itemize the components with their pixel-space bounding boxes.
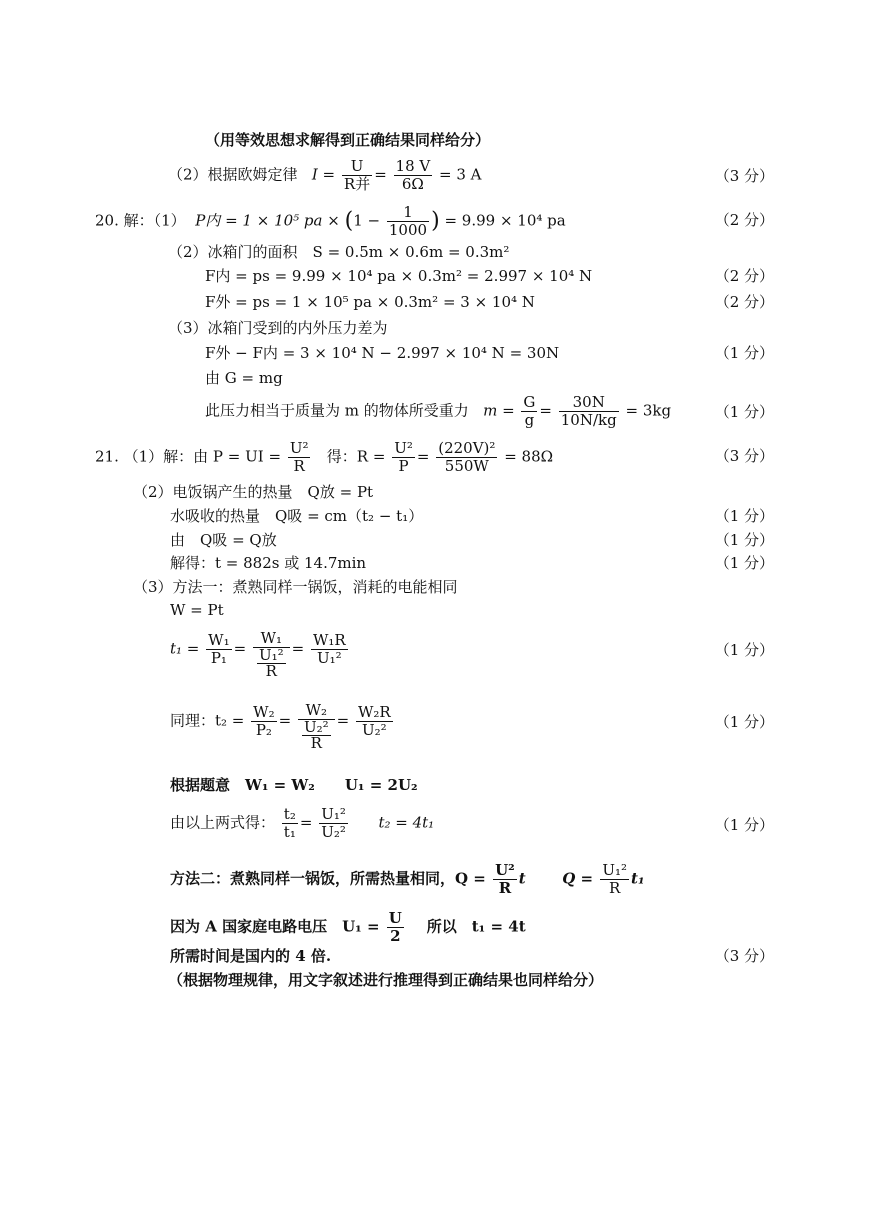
fraction-u1sq-over-r <box>600 862 629 897</box>
current-symbol: I = <box>311 165 336 184</box>
fridge-door-area: （2）冰箱门的面积 S = 0.5m × 0.6m = 0.3m² <box>168 243 510 261</box>
resistance-lhs: 得：R = <box>326 447 386 466</box>
score-mark: （3 分） <box>714 947 774 965</box>
frac-denominator: 550W <box>444 457 489 475</box>
q20-part1 <box>95 204 566 239</box>
frac-denominator: U₂² <box>321 823 346 841</box>
frac-numerator: G <box>523 393 536 411</box>
mass-result: = 3kg <box>625 401 672 420</box>
frac-numerator: U² <box>394 439 413 457</box>
frac-denominator: g <box>524 411 535 429</box>
q19-part2-label: （2）根据欧姆定律 <box>168 165 298 184</box>
frac-denominator: R并 <box>343 175 371 193</box>
frac-denominator: R <box>609 879 621 897</box>
heat-balance: 由 Q吸 = Q放 <box>170 531 277 549</box>
equivalent-mass-text: 此压力相当于质量为 m 的物体所受重力 <box>205 401 469 420</box>
frac-numerator: U <box>388 909 402 927</box>
problem-conditions: 根据题意 W₁ = W₂ U₁ = 2U₂ <box>170 776 418 794</box>
frac-denominator: P₁ <box>210 649 227 667</box>
ratio-result: t₂ = 4t₁ <box>378 813 435 832</box>
t1-derivation: t₁ = $\frac{\text{W₁}}{\text{P₁}}$ = $\frac{\text{W₁}}{\frac{\text{U₁²}}{R}}$ = $\frac{\text{W₁R}}{\text{U₁²}}$ <box>170 629 346 680</box>
frac-denominator: R <box>498 879 512 897</box>
mass-lhs: m = <box>483 401 515 420</box>
score-mark: （1 分） <box>714 403 774 421</box>
score-mark: （3 分） <box>714 167 774 185</box>
frac-numerator: U² <box>289 439 309 457</box>
frac-denominator: U₂² <box>362 721 387 739</box>
frac-numerator: W₁R <box>312 631 346 649</box>
frac-denominator: R <box>265 662 277 680</box>
note-equivalent-method: （用等效思想求解得到正确结果同样给分） <box>205 131 491 149</box>
frac-numerator: 1 <box>387 204 429 222</box>
heat-lhs: Q = <box>562 869 594 888</box>
score-mark: （1 分） <box>714 641 774 659</box>
ratio-lhs-text: 由以上两式得： <box>170 813 276 832</box>
fraction-u2-over-r <box>288 440 311 475</box>
t1-lhs: t₁ = <box>170 639 200 658</box>
score-mark: （3 分） <box>714 447 774 465</box>
fraction-w1-over-p1 <box>206 632 231 667</box>
fraction-u2-over-r <box>493 862 517 897</box>
fraction-w1r-over-u1sq <box>311 632 348 667</box>
t2-derivation: 同理：t₂ = $\frac{\text{W₂}}{\text{P₂}}$ = $\frac{\text{W₂}}{\frac{\text{U₂²}}{R}}$ = $\frac{\text{W₂R}}{\text{U₂²}}$ <box>170 701 391 752</box>
q21-part1: 21. （1）解：由 P = UI = $\frac{\text{U²}}{R}$ 得：R = $\frac{\text{U²}}{P}$ = $\frac{\text{(220V)²}}{550W}$ = 88Ω <box>95 439 554 475</box>
time-symbol: t <box>518 869 526 888</box>
fraction-18v-over-6ohm <box>394 158 433 193</box>
fraction-u2sq-over-r <box>302 720 331 751</box>
frac-numerator: U₁² <box>321 805 346 823</box>
fraction-w1-over-u1sq-over-r <box>253 630 290 679</box>
paren-close: ) <box>431 208 440 234</box>
country-a-result: 所以 t₁ = 4t <box>426 917 526 936</box>
frac-numerator: t₂ <box>283 805 296 823</box>
nested-denominator <box>298 720 335 751</box>
q21-label: 21. （1）解：由 P = UI = <box>95 447 282 466</box>
frac-denominator: 2 <box>390 927 401 945</box>
frac-denominator: P₂ <box>255 721 272 739</box>
frac-numerator: W₂R <box>357 703 391 721</box>
pressure-difference-heading: （3）冰箱门受到的内外压力差为 <box>168 319 388 337</box>
frac-numerator: W₁ <box>253 630 290 648</box>
energy-formula: W = Pt <box>170 601 224 619</box>
frac-denominator: t₁ <box>283 823 296 841</box>
fraction-u-over-r <box>342 158 372 193</box>
frac-numerator: 30N <box>559 394 619 412</box>
frac-numerator: W₁ <box>208 631 230 649</box>
equivalent-mass: 此压力相当于质量为 m 的物体所受重力 m = $\frac{G}{g}$ = $\frac{30N}{10N/kg}$ = 3kg <box>205 393 672 429</box>
fraction-u1sq-over-r <box>257 648 286 679</box>
score-mark: （2 分） <box>714 293 774 311</box>
country-a-voltage-text: 因为 A 国家庭电路电压 U₁ = <box>170 917 380 936</box>
frac-denominator: 6Ω <box>401 175 424 193</box>
frac-numerator: U² <box>495 861 515 879</box>
resistance-result: = 88Ω <box>504 447 554 466</box>
paren-open: ( <box>344 208 354 234</box>
force-difference: F外 − F内 = 3 × 10⁴ N − 2.997 × 10⁴ N = 30N <box>205 344 560 362</box>
inner-pressure-result: = 9.99 × 10⁴ pa <box>444 211 566 230</box>
frac-denominator: 1000 <box>388 221 428 239</box>
score-mark: （1 分） <box>714 531 774 549</box>
frac-denominator: R <box>293 457 305 475</box>
fraction-w2-over-u2sq-over-r <box>298 702 335 751</box>
score-mark: （2 分） <box>714 267 774 285</box>
frac-numerator: U₁² <box>258 646 284 664</box>
country-a-voltage <box>170 910 526 945</box>
frac-numerator: W₂ <box>298 702 335 720</box>
fraction-w2r-over-u2sq <box>356 704 393 739</box>
fraction-220v2-over-550w <box>436 440 497 475</box>
fraction-u-over-2 <box>387 910 404 945</box>
inner-force: F内 = ps = 9.99 × 10⁴ pa × 0.3m² = 2.997 × 10⁴ N <box>205 267 593 285</box>
fraction-t2-over-t1 <box>282 806 298 841</box>
method-two-text: 方法二：煮熟同样一锅饭，所需热量相同，Q = <box>170 869 486 888</box>
frac-denominator: 10N/kg <box>560 411 617 429</box>
method-two <box>170 862 645 897</box>
fraction-u2-over-p <box>392 440 415 475</box>
frac-numerator: U <box>342 158 372 176</box>
frac-numerator: 18 V <box>395 157 431 175</box>
score-mark: （2 分） <box>714 211 774 229</box>
q20-label: 20. 解：（1） <box>95 211 186 230</box>
method-one-heading: （3）方法一：煮熟同样一锅饭，消耗的电能相同 <box>133 578 458 596</box>
fraction-30n-over-10nkg <box>559 394 619 429</box>
gravity-formula: 由 G = mg <box>205 369 283 387</box>
one-minus: 1 − <box>353 211 381 230</box>
fraction-g-over-g <box>521 394 537 429</box>
time1-symbol: t₁ <box>631 869 645 888</box>
frac-numerator: W₂ <box>253 703 275 721</box>
current-result: = 3 A <box>439 165 482 184</box>
frac-denominator: P <box>398 457 409 475</box>
score-mark: （1 分） <box>714 713 774 731</box>
fraction-u1sq-over-u2sq <box>319 806 348 841</box>
t2-lhs: 同理：t₂ = <box>170 711 245 730</box>
time-solution: 解得：t = 882s 或 14.7min <box>170 554 367 572</box>
ratio-derivation: 由以上两式得： $\frac{\text{t₂}}{\text{t₁}}$ = $\frac{\text{U₁²}}{\text{U₂²}}$ t₂ = 4t₁ <box>170 805 435 841</box>
inner-pressure-lhs: P内 = 1 × 10⁵ pa × <box>195 211 340 230</box>
heat-absorbed: 水吸收的热量 Q吸 = cm（t₂ − t₁） <box>170 507 424 525</box>
fraction-1-over-1000 <box>387 204 429 239</box>
note-physical-reasoning: （根据物理规律，用文字叙述进行推理得到正确结果也同样给分） <box>168 971 604 989</box>
frac-numerator: U₂² <box>303 718 329 736</box>
nested-denominator <box>253 648 290 679</box>
score-mark: （1 分） <box>714 344 774 362</box>
heat-released: （2）电饭锅产生的热量 Q放 = Pt <box>133 483 374 501</box>
score-mark: （1 分） <box>714 816 774 834</box>
score-mark: （1 分） <box>714 554 774 572</box>
q19-part2-ohms-law: （2）根据欧姆定律 I = $\frac{U}{\text{R并}}$ = $\frac{18 V}{6\Omega}$ = 3 A <box>168 157 482 193</box>
frac-numerator: (220V)² <box>438 439 496 457</box>
frac-denominator: U₁² <box>317 649 342 667</box>
frac-denominator: R <box>310 734 322 752</box>
frac-numerator: U₁² <box>602 861 628 879</box>
score-mark: （1 分） <box>714 507 774 525</box>
conclusion: 所需时间是国内的 4 倍. <box>170 947 332 965</box>
outer-force: F外 = ps = 1 × 10⁵ pa × 0.3m² = 3 × 10⁴ N <box>205 293 535 311</box>
fraction-w2-over-p2 <box>251 704 276 739</box>
